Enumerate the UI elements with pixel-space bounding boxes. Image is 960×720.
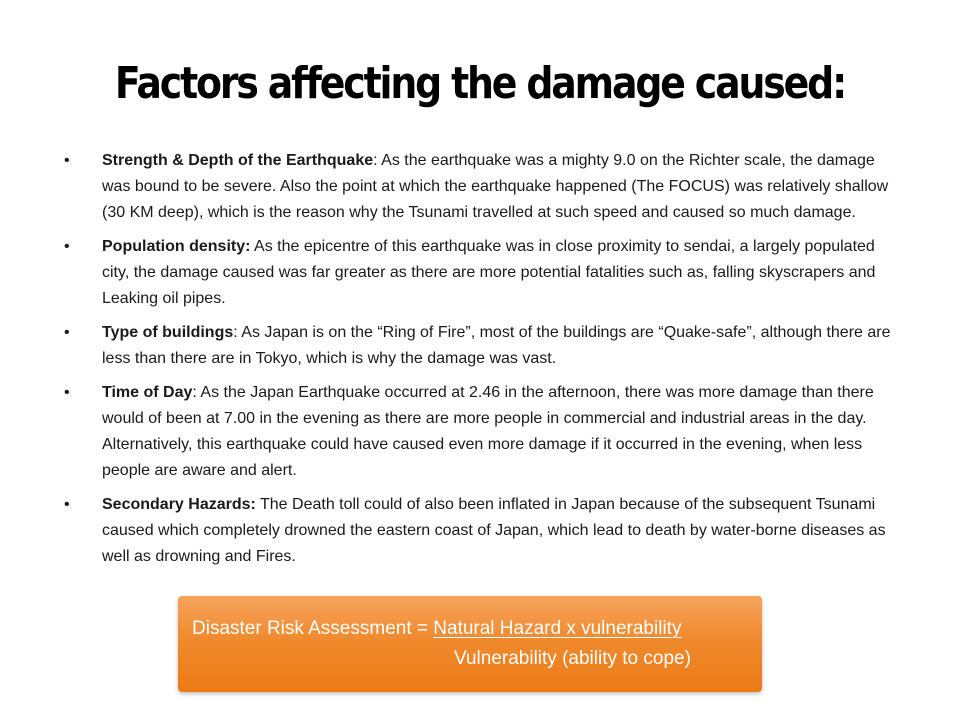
bullet-text: The Death toll could of also been inflated in Japan because of the subsequent Tsunami caused which completely drowned the eastern coast of Japan, which lead to death by water-borne diseases as well as drowning and Fires. [102,496,886,565]
bullet-time-of-day [62,380,892,484]
bullet-secondary-hazards [62,492,892,570]
bullet-text: As Japan is on the “Ring of Fire”, most of the buildings are “Quake-safe”, although there are less than there are in Tokyo, which is why the damage was vast. [102,324,891,367]
slide-title: Factors affecting the damage caused: [114,58,846,109]
formula-label: Disaster Risk Assessment = [192,618,434,639]
bullet-type-of-buildings [62,320,892,372]
bullet-separator: : [192,384,201,401]
bullet-dot-icon: • [64,238,70,255]
bullet-text: As the epicentre of this earthquake was in close proximity to sendai, a largely populated city, the damage caused was far greater as there are more potential fatalities such as, falling skyscrapers and Leaking oil pipes. [102,238,876,307]
bullet-text: As the earthquake was a mighty 9.0 on the Richter scale, the damage was bound to be severe. Also the point at which the earthquake happened (The FOCUS) was relatively shallow (30 KM deep), which is the reason why the Tsunami travelled at such speed and caused so much damage. [102,152,889,221]
bullet-heading: Type of buildings [102,324,234,341]
bullet-separator: : [233,324,242,341]
bullet-population-density [62,234,892,312]
bullet-dot-icon: • [64,496,70,513]
bullet-heading: Strength & Depth of the Earthquake [102,152,374,169]
bullet-heading: Population density: [102,238,251,255]
formula-numerator: Natural Hazard x vulnerability [433,618,682,639]
bullet-dot-icon: • [64,152,70,169]
bullet-separator: : [373,152,382,169]
bullet-strength-depth [62,148,892,226]
bullet-dot-icon: • [64,324,70,341]
formula-denominator: Vulnerability (ability to cope) [454,648,691,669]
bullet-heading: Time of Day [102,384,193,401]
formula-equation-line [192,618,681,640]
risk-formula-box [178,596,762,692]
bullet-heading: Secondary Hazards: [102,496,256,513]
bullet-text: As the Japan Earthquake occurred at 2.46 in the afternoon, there was more damage than there would of been at 7.00 in the evening as there are more people in commercial and industrial areas in the day. Alternatively, this earthquake could have caused even more damage if it occurred in the evening, when less people are aware and alert. [102,384,874,479]
bullet-dot-icon: • [64,384,70,401]
bullet-list [62,148,892,578]
